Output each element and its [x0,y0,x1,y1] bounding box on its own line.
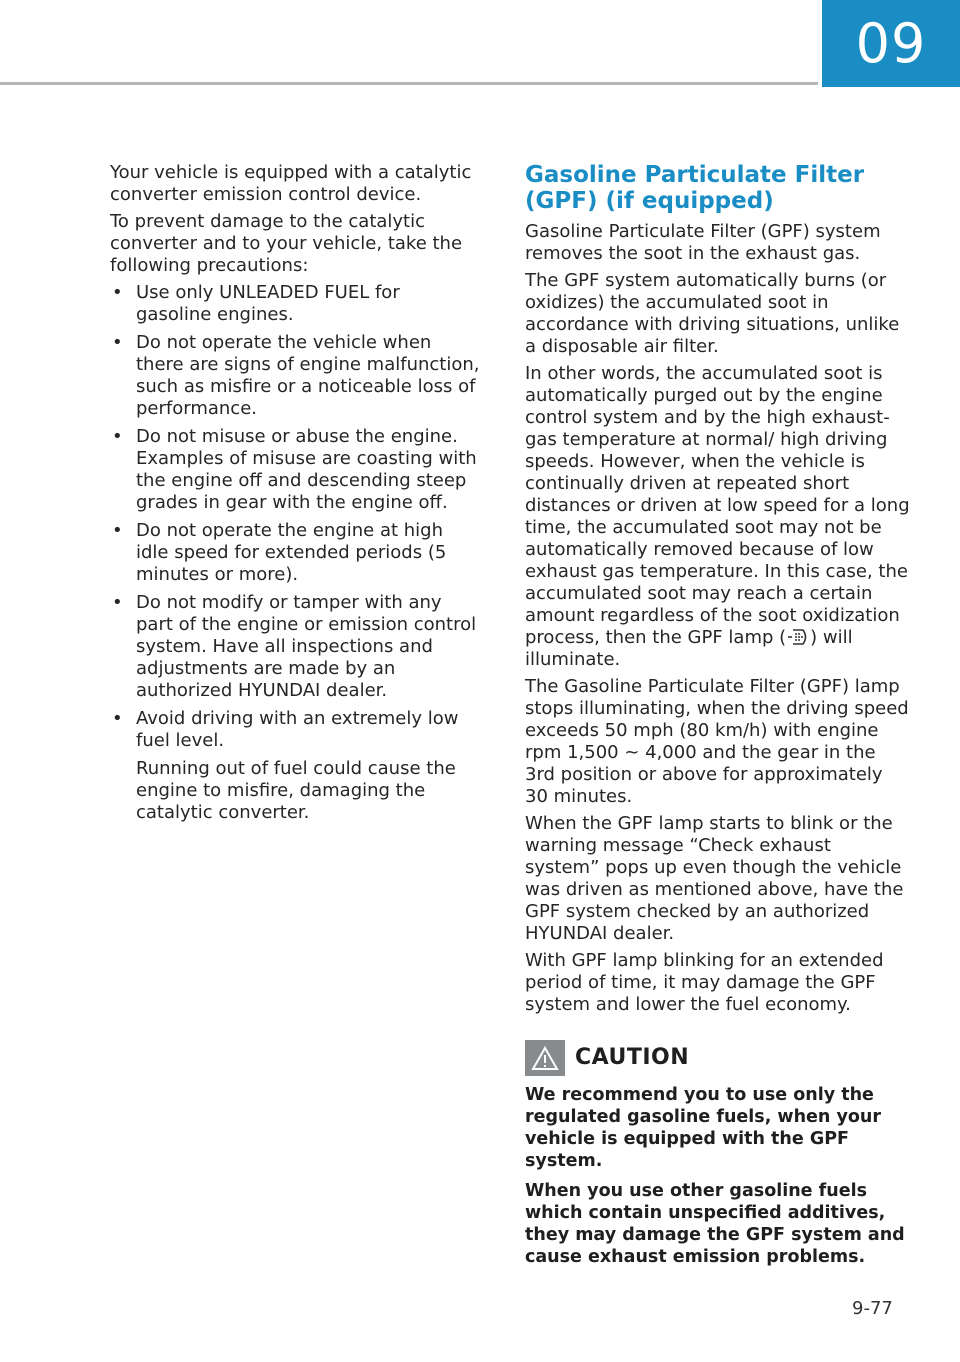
bullet-icon: • [112,708,123,729]
list-item: • Do not operate the engine at high idle speed for extended periods (5 minutes or more). [112,520,447,585]
caution-paragraph-1: We recommend you to use only the regulated gasoline fuels, when your vehicle is equipped with the GPF system. [525,1085,881,1171]
gpf-paragraph-5: When the GPF lamp starts to blink or the warning message “Check exhaust system” pops up even though the vehicle was driven as mentioned above, have the GPF system checked by an authorized HYUNDAI dealer. [525,813,904,944]
bullet-icon: • [112,426,123,447]
caution-box [525,1040,910,1268]
list-item: • Do not modify or tamper with any part of the engine or emission control system. Have all inspections and adjustments are made by an authorized HYUNDAI dealer. [112,592,477,701]
intro-paragraph-2: To prevent damage to the catalytic converter and to your vehicle, take the following precautions: [110,211,463,276]
sub-paragraph: Running out of fuel could cause the engine to misfire, damaging the catalytic converter. [136,758,456,823]
chapter-tab [822,0,960,87]
bullet-icon: • [112,332,123,353]
warning-triangle-icon [525,1040,565,1076]
intro-paragraph-1: Your vehicle is equipped with a catalytic converter emission control device. [110,162,472,205]
right-column [525,162,910,1276]
caution-label: CAUTION [575,1045,690,1070]
list-item: • Do not misuse or abuse the engine. Examples of misuse are coasting with the engine off and descending steep grades in gear with the engine off. [112,426,477,513]
bullet-icon: • [112,282,123,303]
page-number: 9-77 [852,1298,893,1319]
gpf-paragraph-6: With GPF lamp blinking for an extended period of time, it may damage the GPF system and lower the fuel economy. [525,950,884,1015]
header-rule [0,82,818,85]
gpf-paragraph-4: The Gasoline Particulate Filter (GPF) lamp stops illuminating, when the driving speed exceeds 50 mph (80 km/h) with engine rpm 1,500 ~ 4,000 and the gear in the 3rd position or above for approximately 30 minutes. [525,676,909,807]
gpf-paragraph-3: In other words, the accumulated soot is automatically purged out by the engine control system and by the high exhaust-gas temperature at normal/ high driving speeds. However, when the vehicle is continually driven at repeated short distances or driven at low speed for a long time, the accumulated soot may not be automatically removed because of low exhaust gas temperature. In this case, the accumulated soot may reach a certain amount regardless of the soot oxidization process, then the GPF lamp ( ) will illuminate. [525,363,910,670]
list-item: • Use only UNLEADED FUEL for gasoline engines. [112,282,400,325]
gpf-paragraph-1: Gasoline Particulate Filter (GPF) system removes the soot in the exhaust gas. [525,221,881,264]
bullet-icon: • [112,592,123,613]
bullet-icon: • [112,520,123,541]
chapter-number: 09 [855,12,927,75]
list-item: • Avoid driving with an extremely low fuel level. Running out of fuel could cause the engine to misfire, damaging the catalytic converter. [110,708,480,824]
gpf-paragraph-2: The GPF system automatically burns (or oxidizes) the accumulated soot in accordance with driving situations, unlike a disposable air filter. [525,270,900,357]
caution-header [525,1040,910,1076]
caution-paragraph-2: When you use other gasoline fuels which contain unspecified additives, they may damage the GPF system and cause exhaust emission problems. [525,1181,905,1267]
section-heading: Gasoline Particulate Filter (GPF) (if equipped) [525,162,865,214]
gpf-lamp-icon [786,628,810,646]
list-item: • Do not operate the vehicle when there are signs of engine malfunction, such as misfire or a noticeable loss of performance. [112,332,480,419]
precautions-list [110,282,480,824]
left-column [110,162,480,830]
